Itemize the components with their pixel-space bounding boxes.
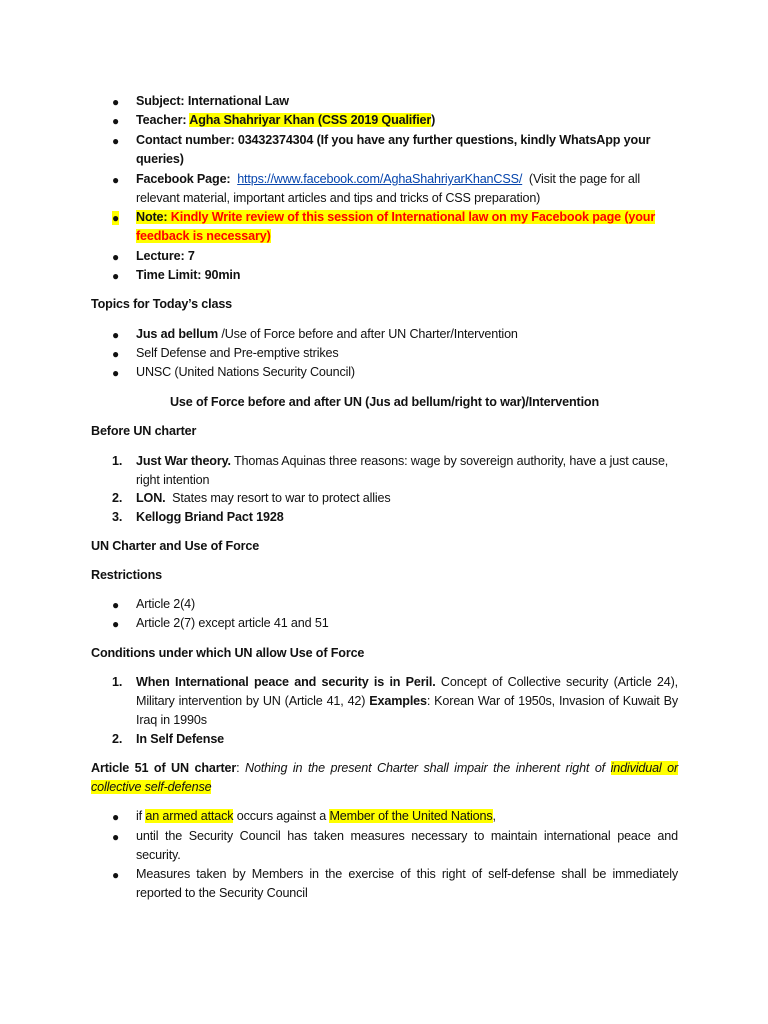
un-charter-heading: UN Charter and Use of Force: [91, 539, 260, 553]
item-text: States may resort to war to protect allies: [165, 491, 391, 505]
member-highlight: Member of the United Nations: [329, 809, 493, 823]
article-51-highlight: individual or collective self-defense: [91, 761, 679, 794]
note-text: Kindly Write review of this session of International law on my Facebook page (your feedback is necessary): [136, 210, 656, 243]
teacher-line: [136, 111, 678, 130]
topic-text: /Use of Force before and after UN Charter/Intervention: [218, 327, 518, 341]
note-label: Note:: [136, 210, 171, 224]
article-51-item: until the Security Council has taken measures necessary to maintain international peace and security.: [136, 829, 678, 862]
item-text: occurs against a: [233, 809, 330, 823]
facebook-note: (Visit the page for all relevant material, important articles and tips and tricks of CSS preparation): [136, 172, 641, 205]
item-bold: LON.: [136, 491, 166, 505]
teacher-close: ): [431, 113, 436, 127]
subject-line: Subject: International Law: [136, 94, 289, 108]
item-text: if: [136, 809, 146, 823]
restriction-item: Article 2(7) except article 41 and 51: [136, 616, 329, 630]
examples-label: Examples: [369, 694, 427, 708]
bullet-icon: ●: [112, 211, 120, 225]
article-51-quote: Nothing in the present Charter shall impair the inherent right of: [245, 761, 611, 775]
before-un-heading: Before UN charter: [91, 424, 197, 438]
bullet-icon: ●: [112, 598, 120, 612]
topic-item: Self Defense and Pre-emptive strikes: [136, 346, 339, 360]
bullet-icon: ●: [112, 134, 120, 148]
item-number: 2.: [112, 732, 123, 746]
section-title: Use of Force before and after UN (Jus ad bellum/right to war)/Intervention: [169, 395, 600, 409]
armed-attack-highlight: an armed attack: [145, 809, 234, 823]
topic-item: [136, 325, 678, 344]
numbered-item: [136, 452, 678, 490]
topic-item: UNSC (United Nations Security Council): [136, 365, 355, 379]
bullet-icon: ●: [112, 250, 120, 264]
bullet-icon: ●: [112, 173, 120, 187]
topics-heading: Topics for Today’s class: [91, 297, 233, 311]
facebook-link[interactable]: https://www.facebook.com/AghaShahriyarKhanCSS/: [237, 172, 523, 186]
conditions-heading: Conditions under which UN allow Use of Force: [91, 646, 365, 660]
article-51-item: [136, 807, 678, 826]
item-text: ,: [492, 809, 496, 823]
article-51-paragraph: [91, 759, 678, 797]
condition-item: [136, 673, 678, 730]
facebook-label: Facebook Page:: [136, 172, 231, 186]
condition-bold: When International peace and security is in Peril.: [136, 675, 436, 689]
time-limit-line: Time Limit: 90min: [136, 268, 241, 282]
bullet-icon: ●: [112, 366, 120, 380]
facebook-line: [136, 170, 678, 208]
article-51-item: Measures taken by Members in the exercise of this right of self-defense shall be immediately reported to the Security Council: [136, 867, 678, 900]
bullet-icon: ●: [112, 95, 120, 109]
bullet-icon: ●: [112, 810, 120, 824]
bullet-icon: ●: [112, 830, 120, 844]
item-number: 2.: [112, 491, 123, 505]
article-51-label: Article 51 of UN charter: [91, 761, 237, 775]
bullet-icon: ●: [112, 114, 120, 128]
topic-bold: Jus ad bellum: [136, 327, 219, 341]
contact-line: Contact number: 03432374304 (If you have any further questions, kindly WhatsApp your queries): [136, 133, 651, 166]
teacher-name: Agha Shahriyar Khan (CSS 2019 Qualifier: [189, 113, 432, 127]
bullet-icon: ●: [112, 868, 120, 882]
item-bold: Just War theory.: [136, 454, 231, 468]
item-number: 1.: [112, 675, 123, 689]
restriction-item: Article 2(4): [136, 597, 196, 611]
teacher-label: Teacher:: [136, 113, 190, 127]
item-text: Thomas Aquinas three reasons: wage by sovereign authority, have a just cause, right intention: [136, 454, 669, 487]
numbered-item: Kellogg Briand Pact 1928: [136, 510, 284, 524]
examples-text: : Korean War of 1950s, Invasion of Kuwait By Iraq in 1990s: [136, 694, 678, 727]
condition-text: Concept of Collective security (Article 24), Military intervention by UN (Article 41, 42): [136, 675, 678, 708]
note-line: [136, 208, 678, 246]
bullet-icon: ●: [112, 269, 120, 283]
numbered-item: [136, 489, 678, 508]
restrictions-heading: Restrictions: [91, 568, 162, 582]
lecture-line: Lecture: 7: [136, 249, 195, 263]
bullet-icon: ●: [112, 328, 120, 342]
item-number: 3.: [112, 510, 123, 524]
colon: :: [236, 761, 246, 775]
bullet-icon: ●: [112, 347, 120, 361]
condition-item: In Self Defense: [136, 732, 225, 746]
item-number: 1.: [112, 454, 123, 468]
bullet-icon: ●: [112, 617, 120, 631]
